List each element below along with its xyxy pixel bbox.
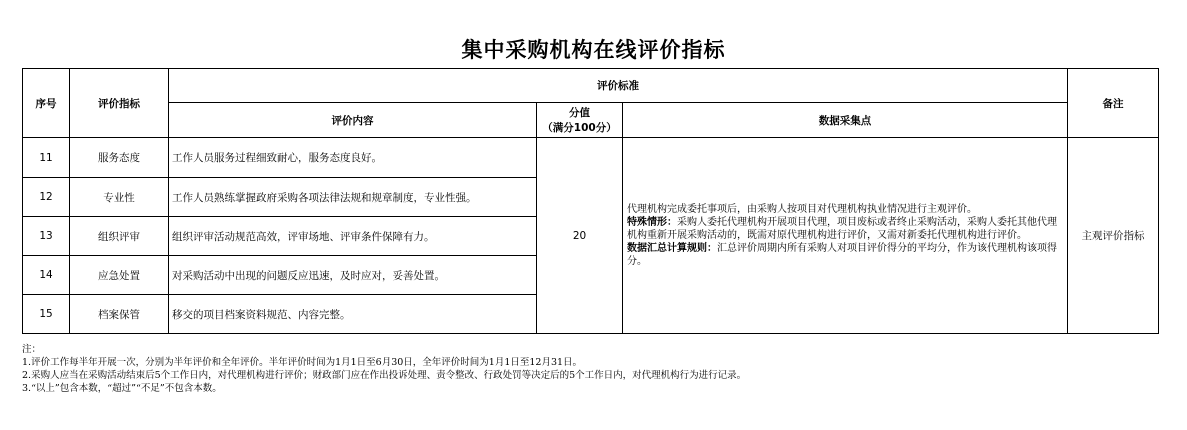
special-label: 特殊情形：	[627, 217, 677, 228]
row-seq: 15	[23, 295, 70, 334]
header-datapoint: 数据采集点	[623, 103, 1068, 138]
special-text: 采购人委托代理机构开展项目代理，项目废标或者终止采购活动，采购人委托其他代理机构重新开展采购活动的，既需对原代理机构进行评价，又需对新委托代理机构进行评价。	[627, 217, 1057, 241]
header-content: 评价内容	[169, 103, 537, 138]
header-remark: 备注	[1068, 69, 1159, 138]
row-indicator: 应急处置	[70, 256, 169, 295]
note-item: 1.评价工作每半年开展一次，分别为半年评价和全年评价。半年评价时间为1月1日至6月30日，全年评价时间为1月1日至12月31日。	[22, 357, 583, 368]
row-content: 对采购活动中出现的问题反应迅速，及时应对，妥善处置。	[169, 256, 537, 295]
header-score-line2: （满分100分）	[542, 122, 617, 134]
row-content: 移交的项目档案资料规范、内容完整。	[169, 295, 537, 334]
notes-section	[22, 343, 1162, 395]
row-indicator: 服务态度	[70, 138, 169, 178]
score-cell: 20	[537, 138, 623, 334]
rule-label: 数据汇总计算规则：	[627, 243, 717, 254]
row-content: 组织评审活动规范高效，评审场地、评审条件保障有力。	[169, 217, 537, 256]
header-indicator: 评价指标	[70, 69, 169, 138]
note-item: 3.“以上”包含本数，“超过”“不足”不包含本数。	[22, 383, 222, 394]
header-seq: 序号	[23, 69, 70, 138]
row-indicator: 组织评审	[70, 217, 169, 256]
notes-heading: 注：	[22, 344, 42, 355]
row-seq: 12	[23, 178, 70, 217]
rule-text: 汇总评价周期内所有采购人对项目评价得分的平均分，作为该代理机构该项得分。	[627, 243, 1057, 267]
row-seq: 11	[23, 138, 70, 178]
row-indicator: 专业性	[70, 178, 169, 217]
datapoint-para1: 代理机构完成委托事项后，由采购人按项目对代理机构执业情况进行主观评价。	[627, 204, 977, 215]
header-standard: 评价标准	[169, 69, 1068, 103]
datapoint-rule	[627, 242, 1063, 268]
row-content: 工作人员熟练掌握政府采购各项法律法规和规章制度，专业性强。	[169, 178, 537, 217]
row-indicator: 档案保管	[70, 295, 169, 334]
row-content: 工作人员服务过程细致耐心，服务态度良好。	[169, 138, 537, 178]
table-row	[23, 138, 1159, 178]
remark-cell: 主观评价指标	[1068, 138, 1159, 334]
datapoint-cell	[623, 138, 1068, 334]
row-seq: 13	[23, 217, 70, 256]
header-score	[537, 103, 623, 138]
evaluation-table	[22, 68, 1159, 334]
page-title: 集中采购机构在线评价指标	[461, 37, 726, 62]
datapoint-special	[627, 216, 1063, 242]
row-seq: 14	[23, 256, 70, 295]
header-score-line1: 分值	[569, 107, 590, 119]
note-item: 2.采购人应当在采购活动结束后5个工作日内，对代理机构进行评价；财政部门应在作出投诉处理、责令整改、行政处罚等决定后的5个工作日内，对代理机构行为进行记录。	[22, 370, 747, 381]
